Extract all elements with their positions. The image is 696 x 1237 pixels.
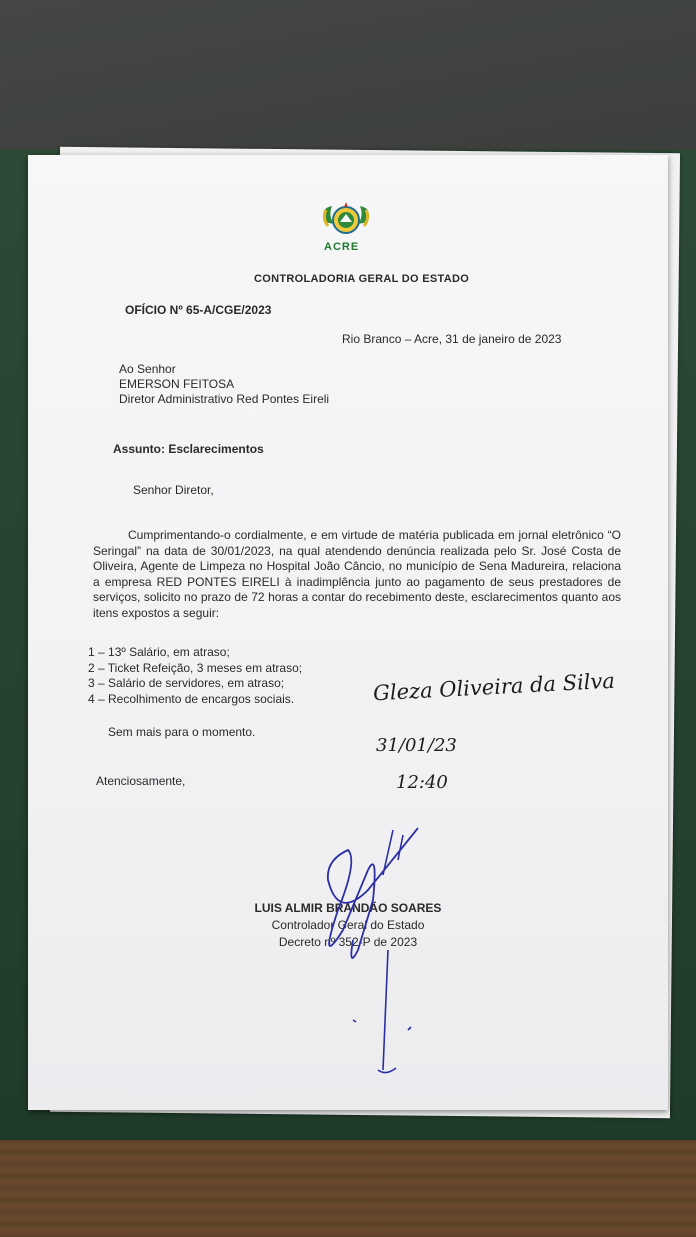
handwritten-signature <box>298 820 448 1085</box>
signatory-name: LUIS ALMIR BRANDÃO SOARES <box>254 901 442 915</box>
letter-subject: Assunto: Esclarecimentos <box>113 442 264 456</box>
items-list <box>88 645 302 707</box>
place-date: Rio Branco – Acre, 31 de janeiro de 2023 <box>342 332 562 346</box>
addressee-title: Diretor Administrativo Red Pontes Eireli <box>119 392 330 406</box>
handwritten-receipt-date: 31/01/23 <box>376 735 457 756</box>
official-letter-page <box>28 155 668 1110</box>
closing-line: Sem mais para o momento. <box>108 725 256 739</box>
addressee-name: EMERSON FEITOSA <box>119 377 235 391</box>
list-item: 1 – 13º Salário, em atraso; <box>88 645 230 659</box>
wood-surface <box>0 1140 696 1237</box>
list-item: 3 – Salário de servidores, em atraso; <box>88 676 285 690</box>
list-item: 4 – Recolhimento de encargos sociais. <box>88 691 295 706</box>
list-item: 2 – Ticket Refeição, 3 meses em atraso; <box>88 660 303 675</box>
state-name: ACRE <box>324 241 360 253</box>
organization-title: CONTROLADORIA GERAL DO ESTADO <box>254 273 470 285</box>
signatory-decree: Decreto nº 352-P de 2023 <box>278 935 418 949</box>
closing: Atenciosamente, <box>96 774 186 788</box>
greeting: Senhor Diretor, <box>133 483 214 497</box>
handwritten-receiver-name: Gleza Oliveira da Silva <box>372 668 616 706</box>
signatory-role: Controlador Geral do Estado <box>271 918 425 932</box>
addressee-block <box>119 362 329 407</box>
letter-body: Cumprimentando-o cordialmente, e em virtude de matéria publicada em jornal eletrônico “O Seringal” na data de 30/01/2023, na qual atendendo denúncia realizada pelo Sr. José Costa de Oliveira, Agente de Limpeza no Hospital João Câncio, no município de Sena Madureira, relaciona a empresa RED PONTES EIRELI à inadimplência junto ao pagamento de seus prestadores de serviços, solicito no prazo de 72 horas a contar do recebimento deste, esclarecimentos quanto aos itens expostos a seguir: <box>93 528 621 620</box>
addressee-salutation: Ao Senhor <box>119 362 176 376</box>
handwritten-receipt-time: 12:40 <box>396 772 448 793</box>
letter-reference: OFÍCIO Nº 65-A/CGE/2023 <box>125 303 272 317</box>
